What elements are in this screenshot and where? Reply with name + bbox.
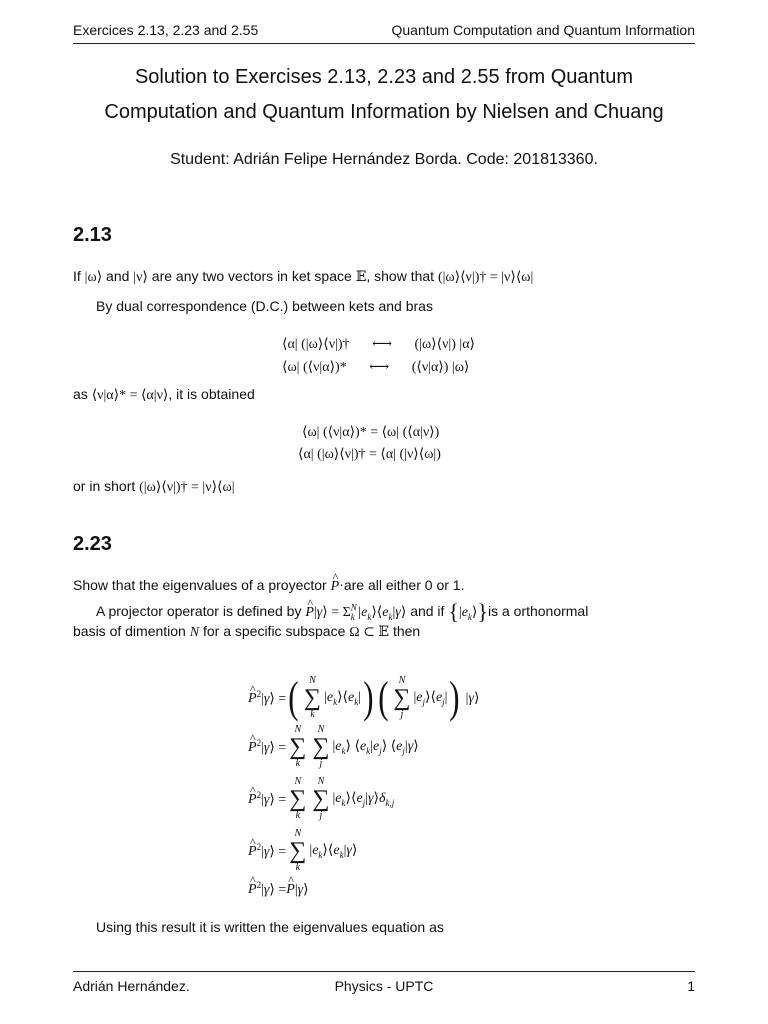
title-line-1: Solution to Exercises 2.13, 2.23 and 2.55 from Quantum — [134, 66, 634, 88]
def-post: is a orthonormal — [487, 603, 589, 619]
as-line — [73, 386, 255, 404]
header-left-text: Exercices 2.13, 2.23 and 2.55 — [73, 22, 259, 38]
statement-mid: are any two vectors in ket space — [151, 268, 352, 284]
exercise-statement-2-13 — [73, 268, 533, 286]
dc-eq2-left: ⟨ω| (⟨ν|α⟩)* — [282, 360, 347, 375]
dc-equation-1 — [282, 336, 475, 353]
short-equation: (|ω⟩⟨ν|)† = |ν⟩⟨ω| — [139, 480, 235, 495]
short-word: or in short — [73, 478, 136, 494]
as-word: as — [73, 386, 88, 402]
def-and-if: and if — [410, 603, 445, 619]
dc-eq1-left: ⟨α| (|ω⟩⟨ν|)† — [282, 337, 350, 352]
basis-post: then — [392, 623, 421, 639]
show-post-text: are all either 0 or 1. — [343, 577, 465, 593]
statement-show: , show that — [366, 268, 435, 284]
dc-equation-2 — [282, 359, 469, 376]
footer-author: Adrián Hernández. — [73, 978, 190, 994]
header-rule — [73, 43, 695, 44]
derivation-step-2: ^ $P^2|\gamma⟩$ = N ∑ k N ∑ j $|e_k⟩$ $⟨e_k|e_j⟩$ $⟨e_j|\gamma⟩$ — [248, 724, 419, 770]
derivation-step-4: ^ $P^2|\gamma⟩$ = N ∑ k $|e_k⟩⟨e_k|\gamma⟩$ — [248, 828, 357, 874]
derivation-step-5: ^ $P^2|\gamma⟩$ =^ P|γ⟩ — [248, 878, 309, 900]
projector-definition: A projector operator is defined by ^ P|γ⟩ = $\Sigma^N_k$ $|e_k⟩⟨e_k|\gamma⟩$ and if $\{|e_k⟩\}is$ a orthonormal — [96, 599, 694, 625]
basis-dimension: N — [189, 625, 200, 640]
document-title — [60, 60, 708, 130]
student-line: Student: Adrián Felipe Hernández Borda. Code: 201813360. — [170, 151, 598, 168]
show-text: Show that the eigenvalues of a proyector — [73, 577, 327, 593]
statement-and: and — [106, 268, 130, 284]
statement-if: If — [73, 268, 81, 284]
page-number: 1 — [687, 978, 695, 994]
derivation-step-3: ^ $P^2|\gamma⟩$ = N ∑ k N ∑ j $|e_k⟩⟨e_j|\gamma⟩\delta_{k,j}$ — [248, 776, 394, 822]
running-footer — [73, 978, 695, 998]
ket-nu: |ν⟩ — [133, 270, 148, 285]
header-right-text: Quantum Computation and Quantum Information — [391, 22, 695, 38]
title-line-2: Computation and Quantum Information by Nielsen and Chuang — [104, 101, 664, 123]
basis-subspace: Ω ⊂ 𝔼 — [349, 625, 390, 640]
dc-eq2-right: (⟨ν|α⟩) |ω⟩ — [411, 360, 470, 375]
statement-equation: (|ω⟩⟨ν|)† = |ν⟩⟨ω| — [437, 270, 534, 285]
dc-eq1-arrow: ⟷ — [371, 337, 393, 352]
running-header — [73, 22, 695, 42]
def-text: A projector operator is defined by — [96, 603, 302, 619]
footer-rule — [73, 971, 695, 972]
short-line — [73, 478, 235, 496]
result-equation-1: ⟨ω| (⟨ν|α⟩)* = ⟨ω| (⟨α|ν⟩) — [302, 425, 440, 440]
dual-correspondence-text: By dual correspondence (D.C.) between kets and bras — [96, 298, 433, 314]
basis-text: basis of dimention — [73, 623, 186, 639]
basis-line — [73, 623, 420, 641]
result-equation-2: ⟨α| (|ω⟩⟨ν|)† = ⟨α| (|ν⟩⟨ω|) — [298, 447, 441, 462]
basis-mid: for a specific subspace — [202, 623, 346, 639]
projector-symbol: ^ P — [331, 579, 340, 595]
as-equation: ⟨ν|α⟩* = ⟨α|ν⟩ — [91, 388, 169, 403]
exercise-statement-2-23: Show that the eigenvalues of a proyector ^ P·are all either 0 or 1. — [73, 577, 464, 595]
ket-omega: |ω⟩ — [84, 270, 103, 285]
derivation-step-1: ^ $P^2|\gamma⟩$ = ( N ∑ k $|e_k⟩⟨e_k|$ ) ( N ∑ j $|e_j⟩⟨e_j|$ ) |γ⟩ — [248, 672, 479, 724]
dc-eq1-right: (|ω⟩⟨ν|) |α⟩ — [414, 337, 475, 352]
section-heading-2-23: 2.23 — [73, 533, 112, 555]
footer-course: Physics - UPTC — [334, 978, 434, 994]
dc-eq2-arrow: ⟷ — [369, 360, 390, 375]
eigenvalue-intro-text: Using this result it is written the eigenvalues equation as — [96, 919, 444, 935]
ket-space-symbol: 𝔼 — [355, 270, 367, 285]
section-heading-2-13: 2.13 — [73, 224, 112, 246]
as-post: , it is obtained — [168, 386, 255, 402]
